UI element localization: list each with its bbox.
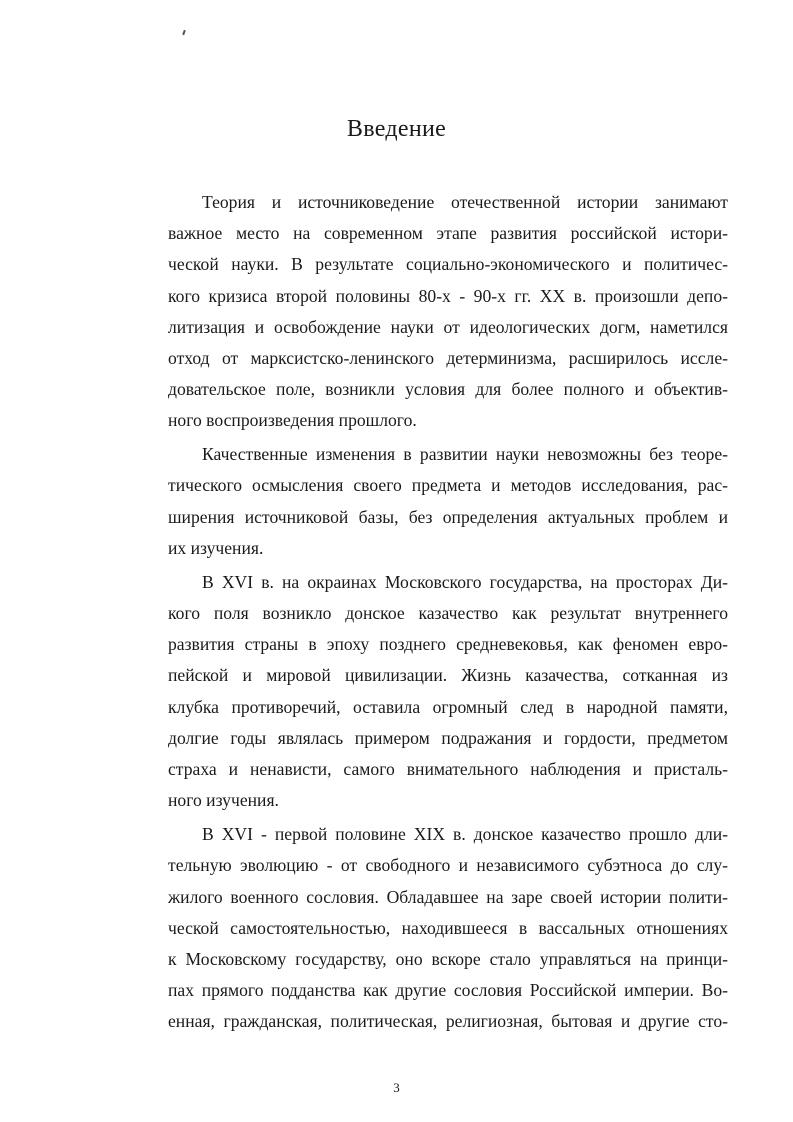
text-line: В XVI - первой половине XIX в. донское казачество прошло дли- bbox=[202, 824, 728, 845]
paragraph-1 bbox=[168, 187, 728, 437]
text-line: ного изучения. bbox=[168, 790, 279, 811]
paragraph-4 bbox=[168, 819, 728, 1037]
text-line: важное место на современном этапе развития российской истори- bbox=[168, 223, 728, 244]
text-line: В XVI в. на окраинах Московского государства, на просторах Ди- bbox=[202, 571, 728, 592]
text-line: долгие годы являлась примером подражания и гордости, предметом bbox=[168, 727, 728, 748]
text-line: тельную эволюцию - от свободного и независимого субэтноса до слу- bbox=[168, 855, 728, 876]
text-line: ческой самостоятельностью, находившееся в вассальных отношениях bbox=[168, 917, 728, 938]
text-line: их изучения. bbox=[168, 537, 264, 558]
text-line: довательское поле, возникли условия для более полного и объектив- bbox=[168, 379, 728, 400]
text-line: развития страны в эпоху позднего средневековья, как феномен евро- bbox=[168, 634, 728, 655]
text-line: страха и ненависти, самого внимательного наблюдения и присталь- bbox=[168, 758, 728, 779]
text-line: Теория и источниковедение отечественной истории занимают bbox=[202, 192, 728, 212]
text-line: пейской и мировой цивилизации. Жизнь казачества, сотканная из bbox=[168, 665, 728, 686]
text-line: жилого военного сословия. Обладавшее на заре своей истории полити- bbox=[168, 886, 728, 907]
text-line: ческой науки. В результате социально-экономического и политичес- bbox=[168, 254, 728, 275]
document-body bbox=[168, 187, 728, 1040]
text-line: пах прямого подданства как другие сословия Российской империи. Во- bbox=[168, 980, 728, 1001]
text-line: енная, гражданская, политическая, религиозная, бытовая и другие сто- bbox=[168, 1011, 728, 1032]
text-line: кого поля возникло донское казачество как результат внутреннего bbox=[168, 603, 728, 624]
paragraph-3 bbox=[168, 567, 728, 817]
text-line: к Московскому государству, оно вскоре стало управляться на принци- bbox=[168, 948, 728, 969]
text-line: отход от марксистско-ленинского детерминизма, расширилось иссле- bbox=[168, 347, 728, 368]
text-line: кого кризиса второй половины 80-х - 90-х гг. XX в. произошли депо- bbox=[168, 285, 728, 306]
text-line: клубка противоречий, оставила огромный след в народной памяти, bbox=[168, 696, 728, 717]
text-line: тического осмысления своего предмета и методов исследования, рас- bbox=[168, 475, 728, 496]
text-line: ширения источниковой базы, без определения актуальных проблем и bbox=[168, 506, 728, 527]
paragraph-2 bbox=[168, 439, 728, 564]
text-line: литизация и освобождение науки от идеологических догм, наметился bbox=[168, 316, 728, 337]
page-number: 3 bbox=[393, 1080, 400, 1095]
scan-mark bbox=[182, 30, 186, 35]
page-title: Введение bbox=[346, 116, 447, 142]
text-line: ного воспроизведения прошлого. bbox=[168, 410, 417, 431]
text-line: Качественные изменения в развитии науки невозможны без теоре- bbox=[202, 444, 728, 465]
